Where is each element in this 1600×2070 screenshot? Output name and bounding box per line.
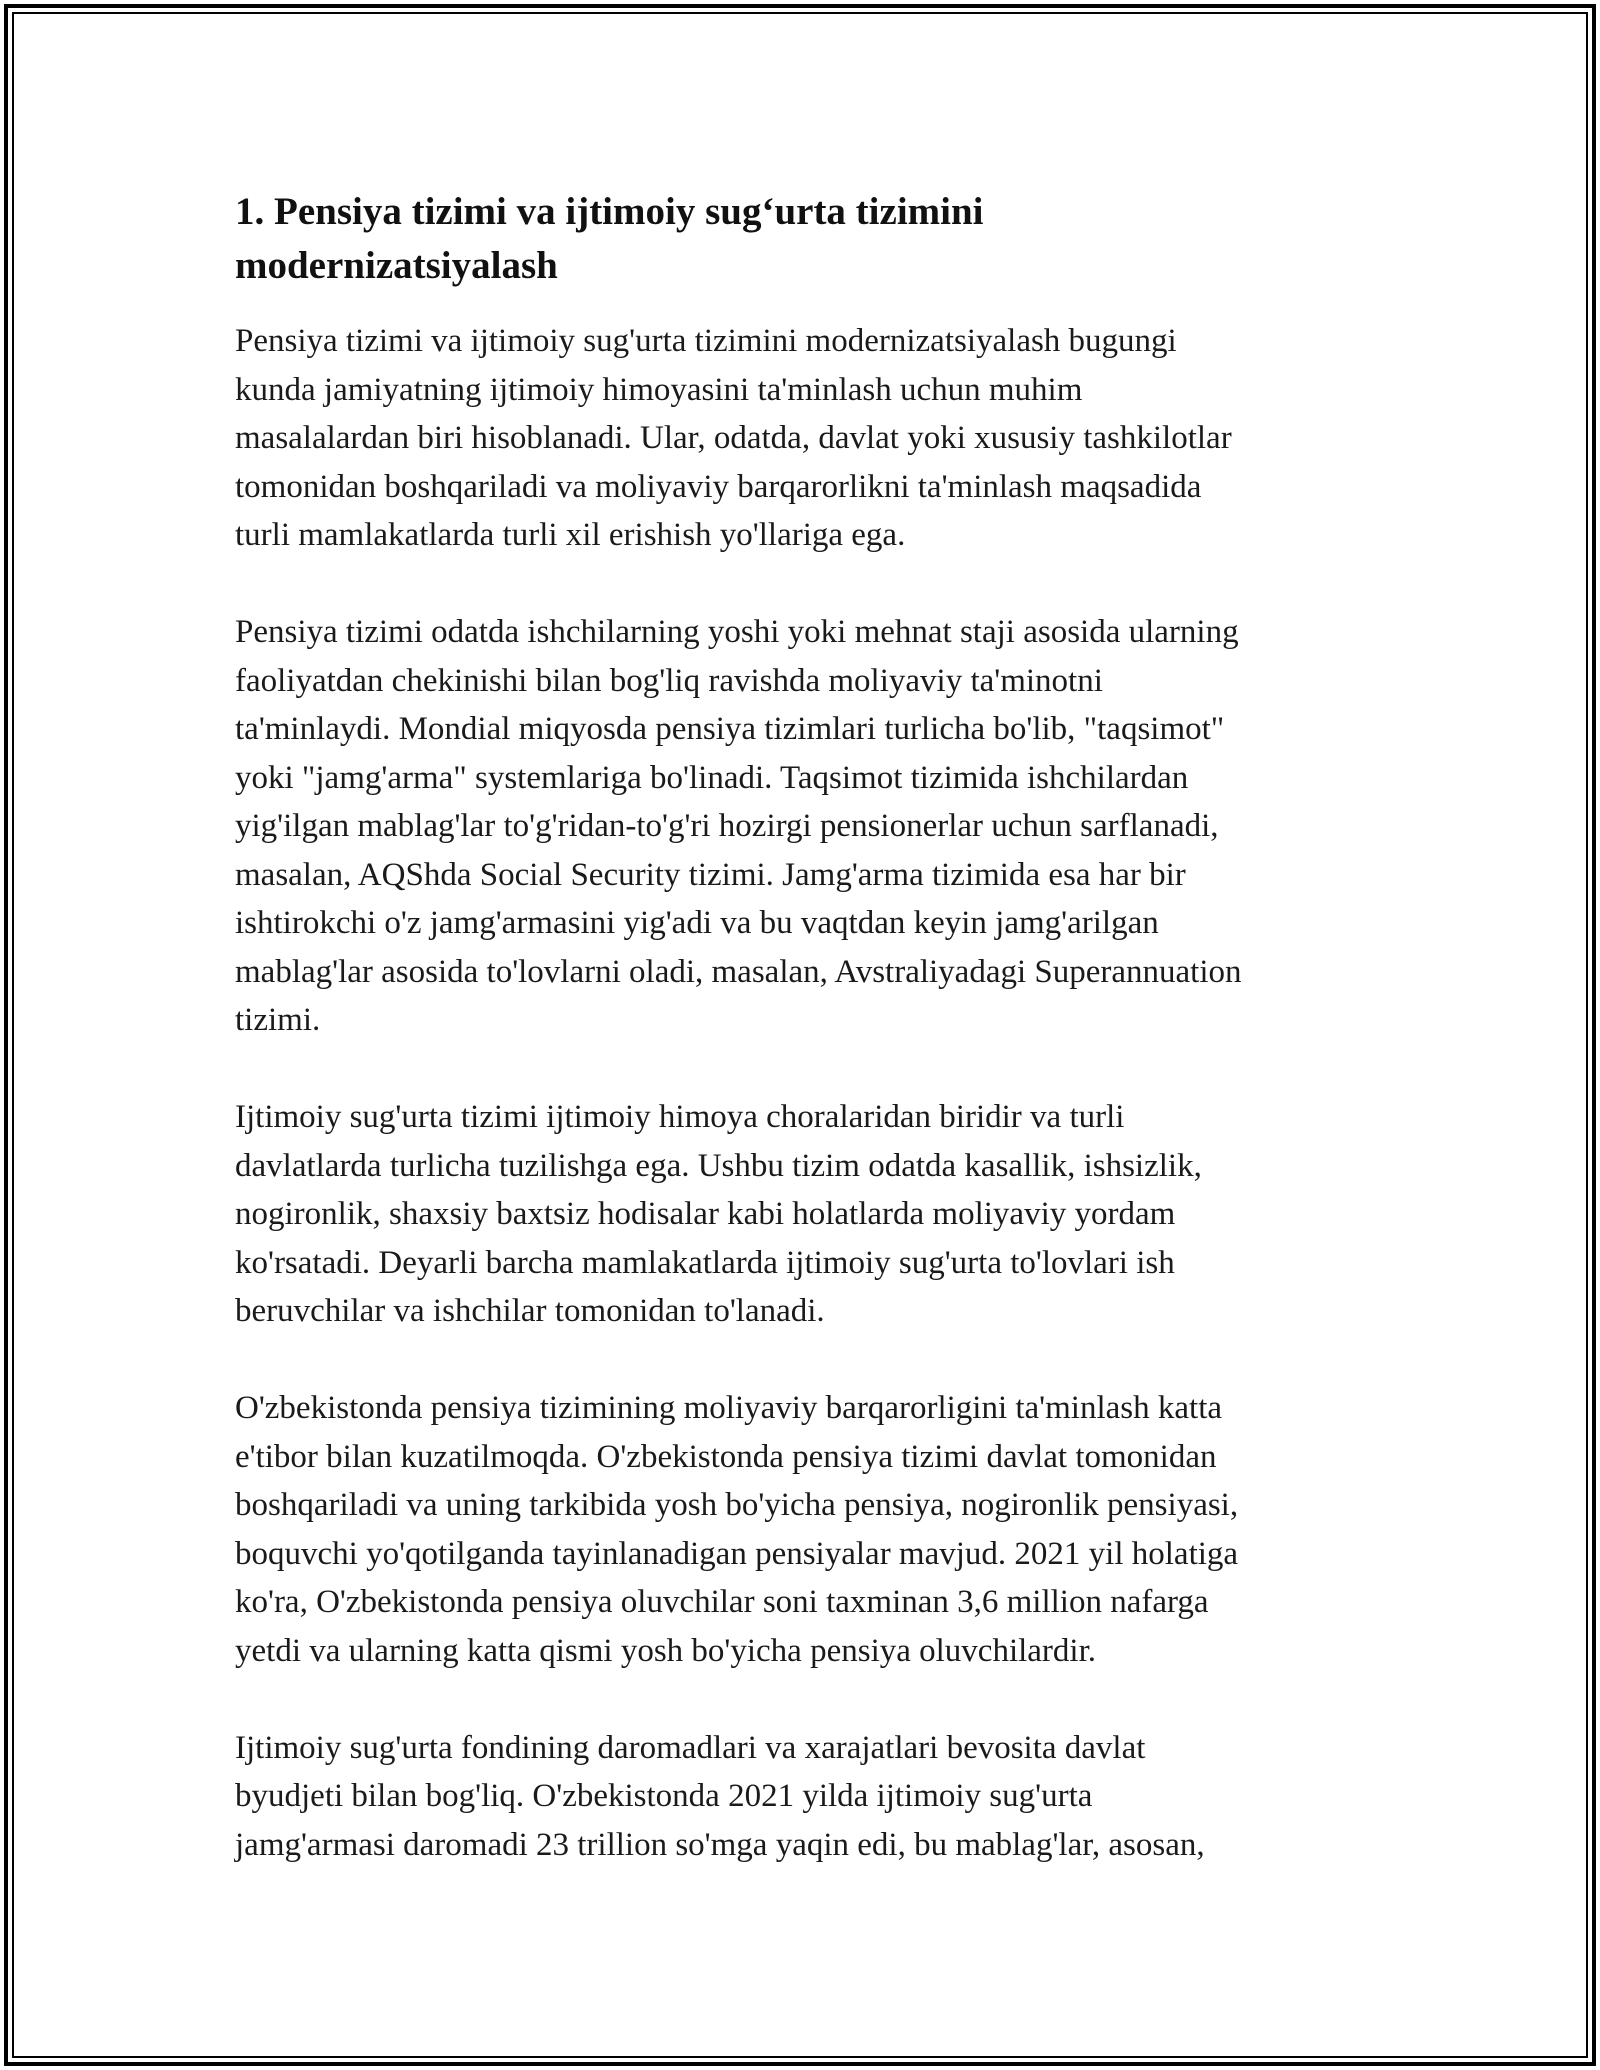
paragraph-5: Ijtimoiy sug'urta fondining daromadlari va xarajatlari bevosita davlat byudjeti bilan bog'liq. O'zbekistonda 2021 yilda ijtimoiy sug'urta jamg'armasi daromadi 23 trillion so'mga yaqin edi, bu mablag'lar, asosan, xyxy=(235,1729,1205,1863)
paragraph-1: Pensiya tizimi va ijtimoiy sug'urta tizimini modernizatsiyalash bugungi kunda jamiyatning ijtimoiy himoyasini ta'minlash uchun muhim masalalardan biri hisoblanadi. Ular, odatda, davlat yoki xususiy tashkilotlar tomonidan boshqariladi va moliyaviy barqarorlikni ta'minlash maqsadida turli mamlakatlarda turli xil erishish yo'llariga ega. xyxy=(235,323,1232,553)
paragraph-2: Pensiya tizimi odatda ishchilarning yoshi yoki mehnat staji asosida ularning faoliyatdan chekinishi bilan bog'liq ravishda moliyaviy ta'minotni ta'minlaydi. Mondial miqyosda pensiya tizimlari turlicha bo'lib, "taqsimot" yoki "jamg'arma" systemlariga bo'linadi. Taqsimot tizimida ishchilardan yig'ilgan mablag'lar to'g'ridan-to'g'ri hozirgi pensionerlar uchun sarflanadi, masalan, AQShda Social Security tizimi. Jamg'arma tizimida esa har bir ishtirokchi o'z jamg'armasini yig'adi va bu vaqtdan keyin jamg'arilgan mablag'lar asosida to'lovlarni oladi, masalan, Avstraliyadagi Superannuation tizimi. xyxy=(235,614,1242,1038)
document-body xyxy=(235,185,1375,1918)
section-heading: 1. Pensiya tizimi va ijtimoiy sug‘urta tizimini modernizatsiyalash xyxy=(235,190,984,287)
paragraph-4: O'zbekistonda pensiya tizimining moliyaviy barqarorligini ta'minlash katta e'tibor bilan kuzatilmoqda. O'zbekistonda pensiya tizimi davlat tomonidan boshqariladi va uning tarkibida yosh bo'yicha pensiya, nogironlik pensiyasi, boquvchi yo'qotilganda tayinlanadigan pensiyalar mavjud. 2021 yil holatiga ko'ra, O'zbekistonda pensiya oluvchilar soni taxminan 3,6 million nafarga yetdi va ularning katta qismi yosh bo'yicha pensiya oluvchilardir. xyxy=(235,1390,1239,1669)
paragraph-3: Ijtimoiy sug'urta tizimi ijtimoiy himoya choralaridan biridir va turli davlatlarda turlicha tuzilishga ega. Ushbu tizim odatda kasallik, ishsizlik, nogironlik, shaxsiy baxtsiz hodisalar kabi holatlarda moliyaviy yordam ko'rsatadi. Deyarli barcha mamlakatlarda ijtimoiy sug'urta to'lovlari ish beruvchilar va ishchilar tomonidan to'lanadi. xyxy=(235,1099,1202,1329)
